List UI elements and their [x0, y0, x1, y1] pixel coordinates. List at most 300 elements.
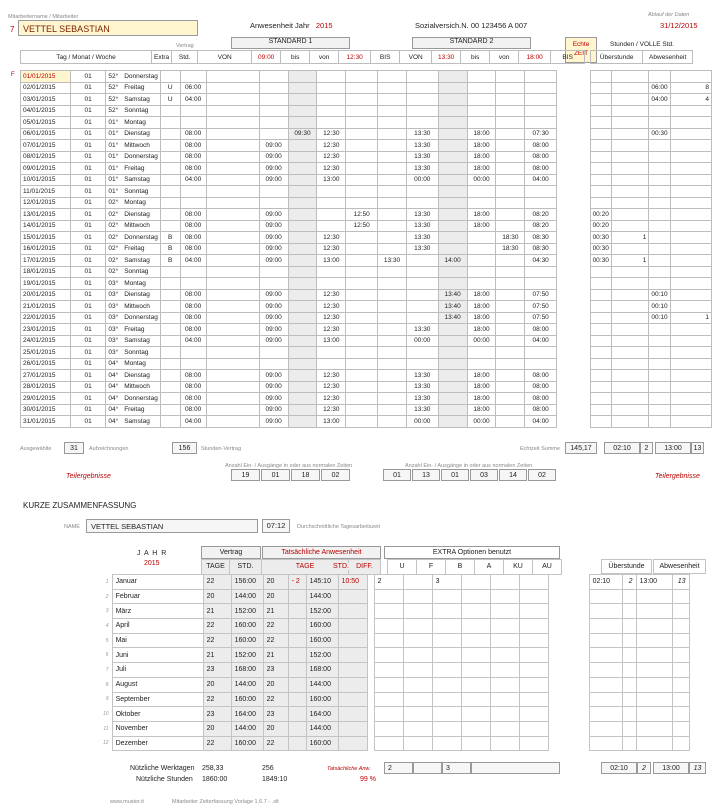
cell-k[interactable] [525, 278, 557, 290]
cell-date[interactable]: 28/01/2015 [21, 381, 71, 393]
cell-std[interactable]: 08:00 [180, 301, 206, 313]
cell-an[interactable] [670, 117, 711, 129]
cell-on[interactable] [611, 209, 648, 221]
cell-c[interactable] [288, 266, 317, 278]
cell-date[interactable]: 15/01/2015 [21, 232, 71, 244]
cell-h[interactable] [438, 232, 467, 244]
cell-j[interactable] [496, 151, 525, 163]
day-row[interactable] [21, 117, 720, 129]
month-cell-as[interactable]: 160:00 [306, 633, 338, 648]
cell-i[interactable] [467, 347, 496, 359]
cell-k[interactable]: 07:50 [525, 289, 557, 301]
cell-ov[interactable]: 00:20 [590, 220, 611, 232]
cell-ab[interactable] [649, 278, 670, 290]
cell-e[interactable] [346, 243, 378, 255]
cell-a[interactable] [206, 255, 259, 267]
cell-i[interactable] [467, 232, 496, 244]
cell-w[interactable] [106, 255, 160, 267]
cell-h[interactable] [438, 71, 467, 83]
day-row[interactable] [21, 393, 720, 405]
cell-e[interactable] [346, 358, 378, 370]
month-cell-at[interactable]: 20 [263, 721, 288, 736]
cell-k[interactable]: 08:00 [525, 163, 557, 175]
month-cell-u[interactable] [374, 648, 403, 663]
month-cell-df[interactable] [338, 633, 367, 648]
cell-j[interactable] [496, 278, 525, 290]
cell-c[interactable] [288, 370, 317, 382]
cell-h[interactable] [438, 128, 467, 140]
cell-i[interactable] [467, 278, 496, 290]
cell-h[interactable] [438, 266, 467, 278]
cell-k[interactable]: 08:00 [525, 370, 557, 382]
cell-ex[interactable] [160, 174, 180, 186]
month-cell-name[interactable]: Dezember [112, 736, 203, 751]
cell-w[interactable] [106, 71, 160, 83]
cell-b[interactable]: 09:00 [259, 174, 288, 186]
cell-ov[interactable] [590, 381, 611, 393]
cell-m[interactable]: 01 [70, 163, 106, 175]
cell-w[interactable] [106, 312, 160, 324]
cell-ex[interactable] [160, 151, 180, 163]
cell-ov[interactable] [590, 71, 611, 83]
cell-j[interactable] [496, 301, 525, 313]
cell-std[interactable]: 04:00 [180, 416, 206, 428]
month-cell-on[interactable] [622, 648, 636, 663]
cell-h[interactable] [438, 416, 467, 428]
cell-g[interactable]: 13:30 [406, 370, 438, 382]
cell-k[interactable]: 08:20 [525, 209, 557, 221]
cell-k[interactable]: 08:00 [525, 324, 557, 336]
month-cell-as[interactable]: 168:00 [306, 663, 338, 678]
cell-an[interactable]: 1 [670, 312, 711, 324]
cell-an[interactable]: 8 [670, 82, 711, 94]
cell-k[interactable] [525, 71, 557, 83]
cell-i[interactable] [467, 186, 496, 198]
month-cell-vs[interactable]: 164:00 [231, 707, 263, 722]
cell-ov[interactable] [590, 163, 611, 175]
cell-f[interactable] [378, 186, 407, 198]
month-cell-name[interactable]: Februar [112, 589, 203, 604]
cell-on[interactable] [611, 197, 648, 209]
cell-ab[interactable]: 00:30 [649, 128, 670, 140]
cell-b[interactable] [259, 358, 288, 370]
cell-c[interactable] [288, 94, 317, 106]
month-cell-b[interactable] [432, 648, 461, 663]
cell-h[interactable] [438, 82, 467, 94]
month-cell-on[interactable] [622, 677, 636, 692]
month-cell-an[interactable] [672, 619, 689, 634]
month-cell-an[interactable]: 13 [672, 575, 689, 590]
cell-ab[interactable] [649, 370, 670, 382]
cell-an[interactable] [670, 381, 711, 393]
month-cell-an[interactable] [672, 692, 689, 707]
cell-b[interactable]: 09:00 [259, 289, 288, 301]
cell-w[interactable] [106, 370, 160, 382]
cell-k[interactable]: 04:30 [525, 255, 557, 267]
cell-a[interactable] [206, 393, 259, 405]
cell-an[interactable] [670, 266, 711, 278]
cell-h[interactable]: 14:00 [438, 255, 467, 267]
cell-an[interactable] [670, 335, 711, 347]
cell-i[interactable]: 18:00 [467, 128, 496, 140]
month-cell-name[interactable]: Januar [112, 575, 203, 590]
cell-std[interactable]: 04:00 [180, 174, 206, 186]
cell-h[interactable] [438, 174, 467, 186]
month-cell-vs[interactable]: 152:00 [231, 648, 263, 663]
cell-h[interactable] [438, 220, 467, 232]
month-row[interactable] [100, 589, 689, 604]
cell-ab[interactable] [649, 324, 670, 336]
cell-c[interactable] [288, 335, 317, 347]
cell-j[interactable] [496, 71, 525, 83]
cell-a[interactable] [206, 174, 259, 186]
month-cell-ab[interactable] [636, 619, 672, 634]
cell-std[interactable]: 04:00 [180, 335, 206, 347]
cell-on[interactable] [611, 163, 648, 175]
cell-m[interactable]: 01 [70, 128, 106, 140]
cell-e[interactable] [346, 393, 378, 405]
cell-e[interactable] [346, 289, 378, 301]
cell-g[interactable]: 00:00 [406, 174, 438, 186]
month-cell-vt[interactable]: 22 [203, 619, 231, 634]
day-row[interactable] [21, 94, 720, 106]
cell-c[interactable] [288, 312, 317, 324]
month-cell-an[interactable] [672, 677, 689, 692]
month-cell-u[interactable] [374, 736, 403, 751]
cell-h[interactable] [438, 105, 467, 117]
cell-c[interactable] [288, 324, 317, 336]
cell-i[interactable]: 18:00 [467, 404, 496, 416]
cell-an[interactable] [670, 174, 711, 186]
cell-e[interactable] [346, 117, 378, 129]
cell-ov[interactable] [590, 404, 611, 416]
month-cell-atx[interactable]: - 2 [288, 575, 306, 590]
cell-date[interactable]: 01/01/2015 [21, 71, 71, 83]
cell-f[interactable] [378, 197, 407, 209]
cell-on[interactable] [611, 301, 648, 313]
month-cell-b[interactable] [432, 692, 461, 707]
cell-w[interactable] [106, 209, 160, 221]
cell-a[interactable] [206, 312, 259, 324]
cell-g[interactable] [406, 117, 438, 129]
cell-c[interactable] [288, 220, 317, 232]
month-cell-an[interactable] [672, 589, 689, 604]
month-cell-atx[interactable] [288, 707, 306, 722]
cell-h[interactable] [438, 335, 467, 347]
cell-k[interactable]: 07:30 [525, 128, 557, 140]
cell-g[interactable] [406, 347, 438, 359]
month-cell-as[interactable]: 144:00 [306, 589, 338, 604]
cell-ov[interactable]: 00:30 [590, 243, 611, 255]
month-cell-b[interactable] [432, 677, 461, 692]
month-cell-ov[interactable] [589, 604, 622, 619]
cell-d[interactable]: 12:30 [317, 140, 346, 152]
cell-on[interactable] [611, 186, 648, 198]
cell-an[interactable] [670, 197, 711, 209]
month-cell-on[interactable] [622, 633, 636, 648]
cell-g[interactable]: 13:30 [406, 163, 438, 175]
day-row[interactable] [21, 128, 720, 140]
cell-d[interactable] [317, 94, 346, 106]
month-cell-df[interactable] [338, 648, 367, 663]
cell-d[interactable]: 12:30 [317, 404, 346, 416]
cell-m[interactable]: 01 [70, 94, 106, 106]
day-row[interactable] [21, 278, 720, 290]
cell-d[interactable]: 12:30 [317, 289, 346, 301]
cell-w[interactable] [106, 220, 160, 232]
cell-std[interactable]: 08:00 [180, 324, 206, 336]
cell-f[interactable] [378, 232, 407, 244]
cell-m[interactable]: 01 [70, 151, 106, 163]
cell-an[interactable] [670, 289, 711, 301]
cell-ex[interactable]: U [160, 94, 180, 106]
cell-date[interactable]: 17/01/2015 [21, 255, 71, 267]
day-row[interactable] [21, 358, 720, 370]
cell-ab[interactable] [649, 416, 670, 428]
cell-e[interactable] [346, 335, 378, 347]
month-cell-u[interactable] [374, 692, 403, 707]
cell-h[interactable] [438, 381, 467, 393]
cell-e[interactable] [346, 94, 378, 106]
cell-an[interactable]: 4 [670, 94, 711, 106]
month-cell-b[interactable] [432, 633, 461, 648]
cell-b[interactable]: 09:00 [259, 243, 288, 255]
cell-j[interactable] [496, 381, 525, 393]
cell-b[interactable]: 09:00 [259, 301, 288, 313]
cell-g[interactable] [406, 197, 438, 209]
cell-m[interactable]: 01 [70, 174, 106, 186]
cell-m[interactable]: 01 [70, 324, 106, 336]
cell-w[interactable] [106, 186, 160, 198]
month-row[interactable] [100, 663, 689, 678]
month-cell-an[interactable] [672, 736, 689, 751]
month-cell-as[interactable]: 144:00 [306, 677, 338, 692]
cell-a[interactable] [206, 358, 259, 370]
cell-h[interactable]: 13:40 [438, 312, 467, 324]
cell-e[interactable] [346, 128, 378, 140]
cell-c[interactable] [288, 174, 317, 186]
cell-w[interactable] [106, 347, 160, 359]
cell-k[interactable]: 07:50 [525, 301, 557, 313]
cell-i[interactable]: 18:00 [467, 393, 496, 405]
cell-std[interactable]: 06:00 [180, 82, 206, 94]
day-row[interactable] [21, 243, 720, 255]
cell-ex[interactable]: B [160, 232, 180, 244]
cell-m[interactable]: 01 [70, 82, 106, 94]
month-cell-on[interactable] [622, 589, 636, 604]
cell-date[interactable]: 25/01/2015 [21, 347, 71, 359]
cell-ov[interactable] [590, 312, 611, 324]
cell-i[interactable]: 18:00 [467, 220, 496, 232]
cell-g[interactable]: 13:30 [406, 404, 438, 416]
cell-ex[interactable] [160, 209, 180, 221]
cell-f[interactable] [378, 301, 407, 313]
cell-on[interactable] [611, 151, 648, 163]
cell-ov[interactable] [590, 140, 611, 152]
cell-b[interactable] [259, 71, 288, 83]
cell-b[interactable]: 09:00 [259, 232, 288, 244]
cell-a[interactable] [206, 128, 259, 140]
cell-a[interactable] [206, 347, 259, 359]
cell-ov[interactable] [590, 186, 611, 198]
cell-j[interactable] [496, 220, 525, 232]
cell-f[interactable] [378, 105, 407, 117]
cell-a[interactable] [206, 94, 259, 106]
month-row[interactable] [100, 619, 689, 634]
day-row[interactable] [21, 232, 720, 244]
cell-i[interactable] [467, 105, 496, 117]
month-cell-name[interactable]: Juni [112, 648, 203, 663]
cell-ov[interactable] [590, 370, 611, 382]
cell-date[interactable]: 19/01/2015 [21, 278, 71, 290]
cell-a[interactable] [206, 232, 259, 244]
cell-ex[interactable] [160, 163, 180, 175]
cell-date[interactable]: 08/01/2015 [21, 151, 71, 163]
cell-e[interactable] [346, 301, 378, 313]
cell-f[interactable] [378, 163, 407, 175]
cell-f[interactable]: 13:30 [378, 255, 407, 267]
month-cell-ov[interactable] [589, 619, 622, 634]
cell-d[interactable] [317, 186, 346, 198]
cell-g[interactable]: 00:00 [406, 335, 438, 347]
month-cell-atx[interactable] [288, 633, 306, 648]
cell-m[interactable]: 01 [70, 71, 106, 83]
cell-k[interactable]: 08:00 [525, 151, 557, 163]
cell-f[interactable] [378, 151, 407, 163]
cell-b[interactable] [259, 278, 288, 290]
cell-ab[interactable] [649, 163, 670, 175]
cell-m[interactable]: 01 [70, 266, 106, 278]
month-cell-vs[interactable]: 144:00 [231, 589, 263, 604]
month-cell-vs[interactable]: 144:00 [231, 677, 263, 692]
cell-date[interactable]: 30/01/2015 [21, 404, 71, 416]
day-row[interactable] [21, 266, 720, 278]
cell-ex[interactable] [160, 358, 180, 370]
cell-ov[interactable] [590, 94, 611, 106]
cell-b[interactable]: 09:00 [259, 404, 288, 416]
cell-ab[interactable] [649, 186, 670, 198]
cell-i[interactable]: 18:00 [467, 151, 496, 163]
month-cell-u[interactable] [374, 604, 403, 619]
cell-m[interactable]: 01 [70, 220, 106, 232]
cell-ov[interactable] [590, 174, 611, 186]
cell-ov[interactable] [590, 347, 611, 359]
cell-a[interactable] [206, 209, 259, 221]
cell-c[interactable] [288, 105, 317, 117]
cell-f[interactable] [378, 381, 407, 393]
cell-ex[interactable] [160, 393, 180, 405]
cell-on[interactable] [611, 393, 648, 405]
cell-an[interactable] [670, 163, 711, 175]
day-row[interactable] [21, 71, 720, 83]
month-cell-vs[interactable]: 156:00 [231, 575, 263, 590]
cell-std[interactable]: 04:00 [180, 255, 206, 267]
cell-date[interactable]: 04/01/2015 [21, 105, 71, 117]
cell-an[interactable] [670, 404, 711, 416]
cell-w[interactable] [106, 128, 160, 140]
cell-h[interactable] [438, 393, 467, 405]
cell-m[interactable]: 01 [70, 243, 106, 255]
cell-e[interactable] [346, 266, 378, 278]
cell-ov[interactable] [590, 335, 611, 347]
cell-d[interactable]: 12:30 [317, 393, 346, 405]
cell-f[interactable] [378, 128, 407, 140]
cell-ab[interactable] [649, 255, 670, 267]
cell-i[interactable]: 18:00 [467, 312, 496, 324]
cell-g[interactable]: 13:30 [406, 151, 438, 163]
month-cell-b[interactable]: 3 [432, 575, 461, 590]
month-cell-name[interactable]: Juli [112, 663, 203, 678]
cell-d[interactable]: 12:30 [317, 232, 346, 244]
day-row[interactable] [21, 105, 720, 117]
cell-d[interactable] [317, 266, 346, 278]
cell-m[interactable]: 01 [70, 232, 106, 244]
cell-std[interactable] [180, 278, 206, 290]
month-cell-name[interactable]: September [112, 692, 203, 707]
day-row[interactable] [21, 312, 720, 324]
month-cell-ab[interactable] [636, 663, 672, 678]
cell-an[interactable] [670, 393, 711, 405]
cell-date[interactable]: 03/01/2015 [21, 94, 71, 106]
cell-k[interactable]: 04:00 [525, 174, 557, 186]
cell-an[interactable] [670, 324, 711, 336]
cell-e[interactable] [346, 347, 378, 359]
cell-f[interactable] [378, 347, 407, 359]
month-cell-on[interactable] [622, 736, 636, 751]
month-cell-ov[interactable] [589, 721, 622, 736]
cell-m[interactable]: 01 [70, 186, 106, 198]
cell-m[interactable]: 01 [70, 312, 106, 324]
month-cell-vs[interactable]: 144:00 [231, 721, 263, 736]
month-cell-atx[interactable] [288, 663, 306, 678]
cell-m[interactable]: 01 [70, 393, 106, 405]
cell-ex[interactable] [160, 186, 180, 198]
cell-d[interactable] [317, 71, 346, 83]
cell-ab[interactable] [649, 220, 670, 232]
month-cell-u[interactable] [374, 707, 403, 722]
month-cell-ov[interactable] [589, 707, 622, 722]
cell-k[interactable]: 08:20 [525, 220, 557, 232]
cell-i[interactable]: 18:00 [467, 370, 496, 382]
cell-k[interactable] [525, 266, 557, 278]
cell-std[interactable] [180, 105, 206, 117]
cell-date[interactable]: 27/01/2015 [21, 370, 71, 382]
cell-e[interactable] [346, 416, 378, 428]
cell-a[interactable] [206, 117, 259, 129]
cell-b[interactable] [259, 105, 288, 117]
cell-ab[interactable] [649, 347, 670, 359]
day-row[interactable] [21, 335, 720, 347]
cell-j[interactable] [496, 335, 525, 347]
cell-ex[interactable] [160, 324, 180, 336]
cell-on[interactable] [611, 358, 648, 370]
cell-h[interactable] [438, 404, 467, 416]
cell-h[interactable] [438, 347, 467, 359]
cell-e[interactable] [346, 163, 378, 175]
cell-j[interactable] [496, 324, 525, 336]
cell-ov[interactable] [590, 324, 611, 336]
cell-std[interactable]: 08:00 [180, 163, 206, 175]
month-cell-on[interactable] [622, 721, 636, 736]
cell-w[interactable] [106, 105, 160, 117]
cell-c[interactable] [288, 243, 317, 255]
cell-h[interactable] [438, 370, 467, 382]
cell-c[interactable] [288, 197, 317, 209]
day-row[interactable] [21, 140, 720, 152]
cell-w[interactable] [106, 140, 160, 152]
month-cell-vt[interactable]: 22 [203, 736, 231, 751]
cell-m[interactable]: 01 [70, 404, 106, 416]
